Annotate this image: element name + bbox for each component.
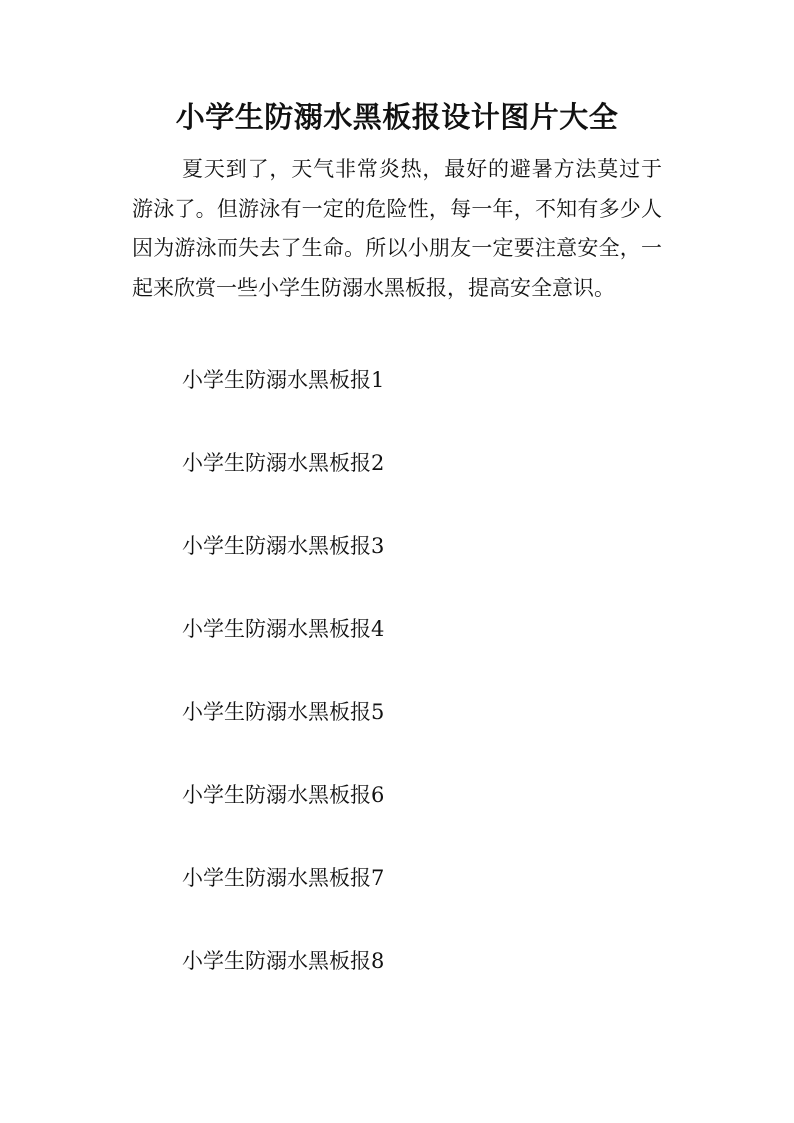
list-item: 小学生防溺水黑板报1 <box>182 368 385 392</box>
blackboard-list <box>182 362 384 1026</box>
list-item: 小学生防溺水黑板报3 <box>182 534 385 558</box>
intro-paragraph: 夏天到了，天气非常炎热，最好的避暑方法莫过于游泳了。但游泳有一定的危险性，每一年，不知有多少人因为游泳而失去了生命。所以小朋友一定要注意安全，一起来欣赏一些小学生防溺水黑板报，提高安全意识。 <box>132 157 662 300</box>
list-item: 小学生防溺水黑板报6 <box>182 783 385 807</box>
document-title: 小学生防溺水黑板报设计图片大全 <box>175 100 619 134</box>
list-item: 小学生防溺水黑板报5 <box>182 700 385 724</box>
list-item: 小学生防溺水黑板报8 <box>182 949 385 973</box>
list-item: 小学生防溺水黑板报4 <box>182 617 385 641</box>
list-item: 小学生防溺水黑板报7 <box>182 866 385 890</box>
list-item: 小学生防溺水黑板报2 <box>182 451 385 475</box>
